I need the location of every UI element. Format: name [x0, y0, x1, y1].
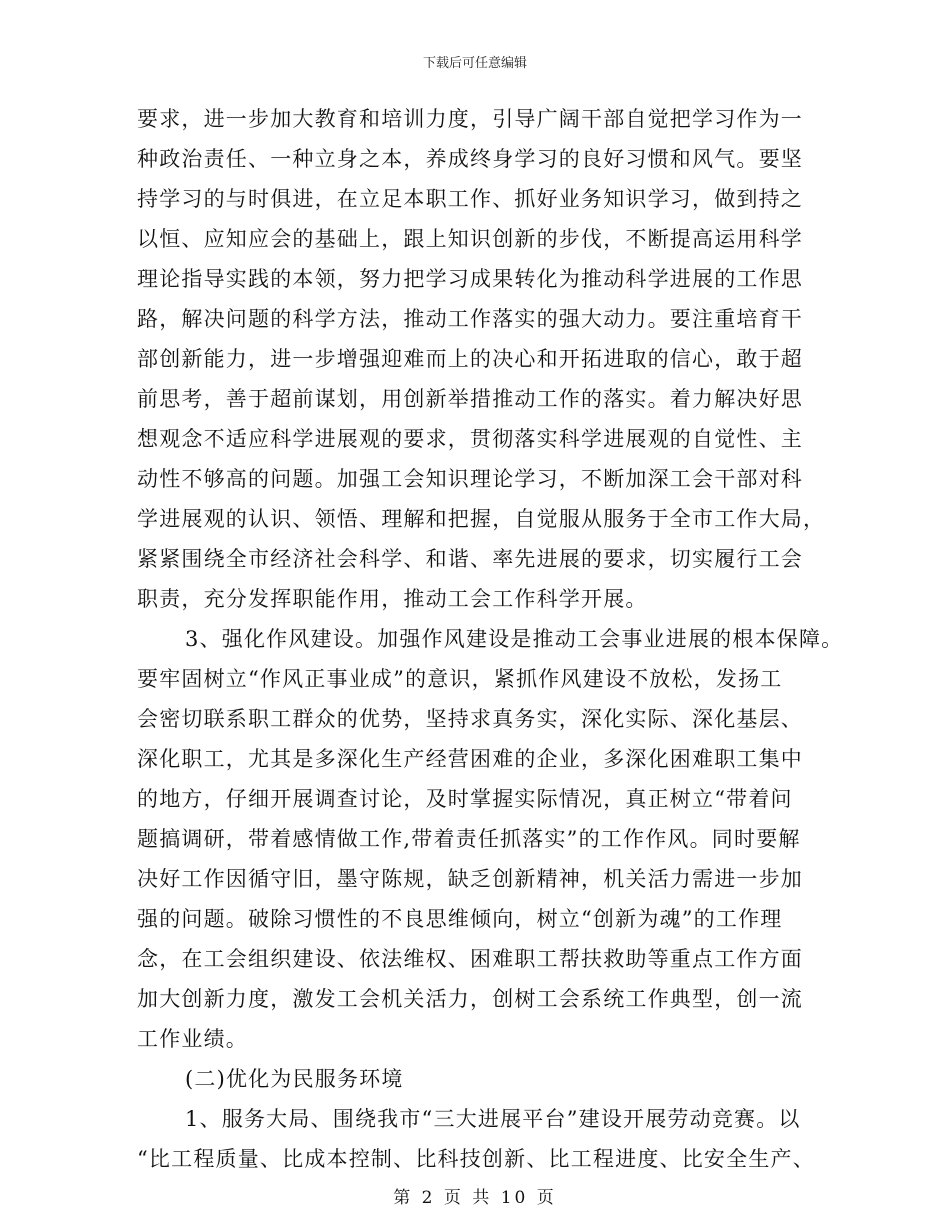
- body-line: 动性不够高的问题。加强工会知识理论学习，不断加深工会干部对科: [137, 467, 803, 491]
- body-line: 工作业绩。: [137, 1027, 248, 1051]
- body-line: 1、服务大局、围绕我市“三大进展平台”建设开展劳动竞赛。以: [185, 1107, 801, 1131]
- body-line: 3、强化作风建设。加强作风建设是推动工会事业进展的根本保障。: [185, 627, 844, 651]
- body-line: 紧紧围绕全市经济社会科学、和谐、率先进展的要求，切实履行工会: [137, 547, 803, 571]
- body-line: 会密切联系职工群众的优势，坚持求真务实，深化实际、深化基层、: [137, 707, 803, 731]
- body-line: 想观念不适应科学进展观的要求，贯彻落实科学进展观的自觉性、主: [137, 427, 803, 451]
- section-heading: (二)优化为民服务环境: [185, 1067, 404, 1091]
- body-line: 前思考，善于超前谋划，用创新举措推动工作的落实。着力解决好思: [137, 387, 803, 411]
- body-line: 加大创新力度，激发工会机关活力，创树工会系统工作典型，创一流: [137, 987, 803, 1011]
- body-line: 念，在工会组织建设、依法维权、困难职工帮扶救助等重点工作方面: [137, 947, 803, 971]
- body-line: 部创新能力，进一步增强迎难而上的决心和开拓进取的信心，敢于超: [137, 347, 803, 371]
- body-line: 的地方，仔细开展调查讨论，及时掌握实际情况，真正树立“带着问: [137, 787, 793, 811]
- body-line: 题搞调研，带着感情做工作,带着责任抓落实”的工作作风。同时要解: [137, 827, 801, 851]
- body-line: 路，解决问题的科学方法，推动工作落实的强大动力。要注重培育干: [137, 307, 803, 331]
- body-line: 种政治责任、一种立身之本，养成终身学习的良好习惯和风气。要坚: [137, 147, 803, 171]
- body-line: 决好工作因循守旧，墨守陈规，缺乏创新精神，机关活力需进一步加: [137, 867, 803, 891]
- body-line: 以恒、应知应会的基础上，跟上知识创新的步伐，不断提高运用科学: [137, 227, 803, 251]
- page-number: 第 2 页 共 10 页: [393, 1188, 557, 1208]
- body-line: 职责，充分发挥职能作用，推动工会工作科学开展。: [137, 587, 648, 611]
- body-line: 持学习的与时俱进，在立足本职工作、抓好业务知识学习，做到持之: [137, 187, 803, 211]
- body-line: 深化职工，尤其是多深化生产经营困难的企业，多深化困难职工集中: [137, 747, 803, 771]
- body-line: 要求，进一步加大教育和培训力度，引导广阔干部自觉把学习作为一: [137, 107, 803, 131]
- body-line: 强的问题。破除习惯性的不良思维倾向，树立“创新为魂”的工作理: [137, 907, 783, 931]
- body-line: 要牢固树立“作风正事业成”的意识，紧抓作风建设不放松，发扬工: [137, 667, 783, 691]
- body-line: 理论指导实践的本领，努力把学习成果转化为推动科学进展的工作思: [137, 267, 803, 291]
- body-line: 学进展观的认识、领悟、理解和把握，自觉服从服务于全市工作大局，: [137, 507, 826, 531]
- header-note: 下载后可任意编辑: [422, 56, 527, 71]
- body-line: “比工程质量、比成本控制、比科技创新、比工程进度、比安全生产、: [137, 1147, 815, 1171]
